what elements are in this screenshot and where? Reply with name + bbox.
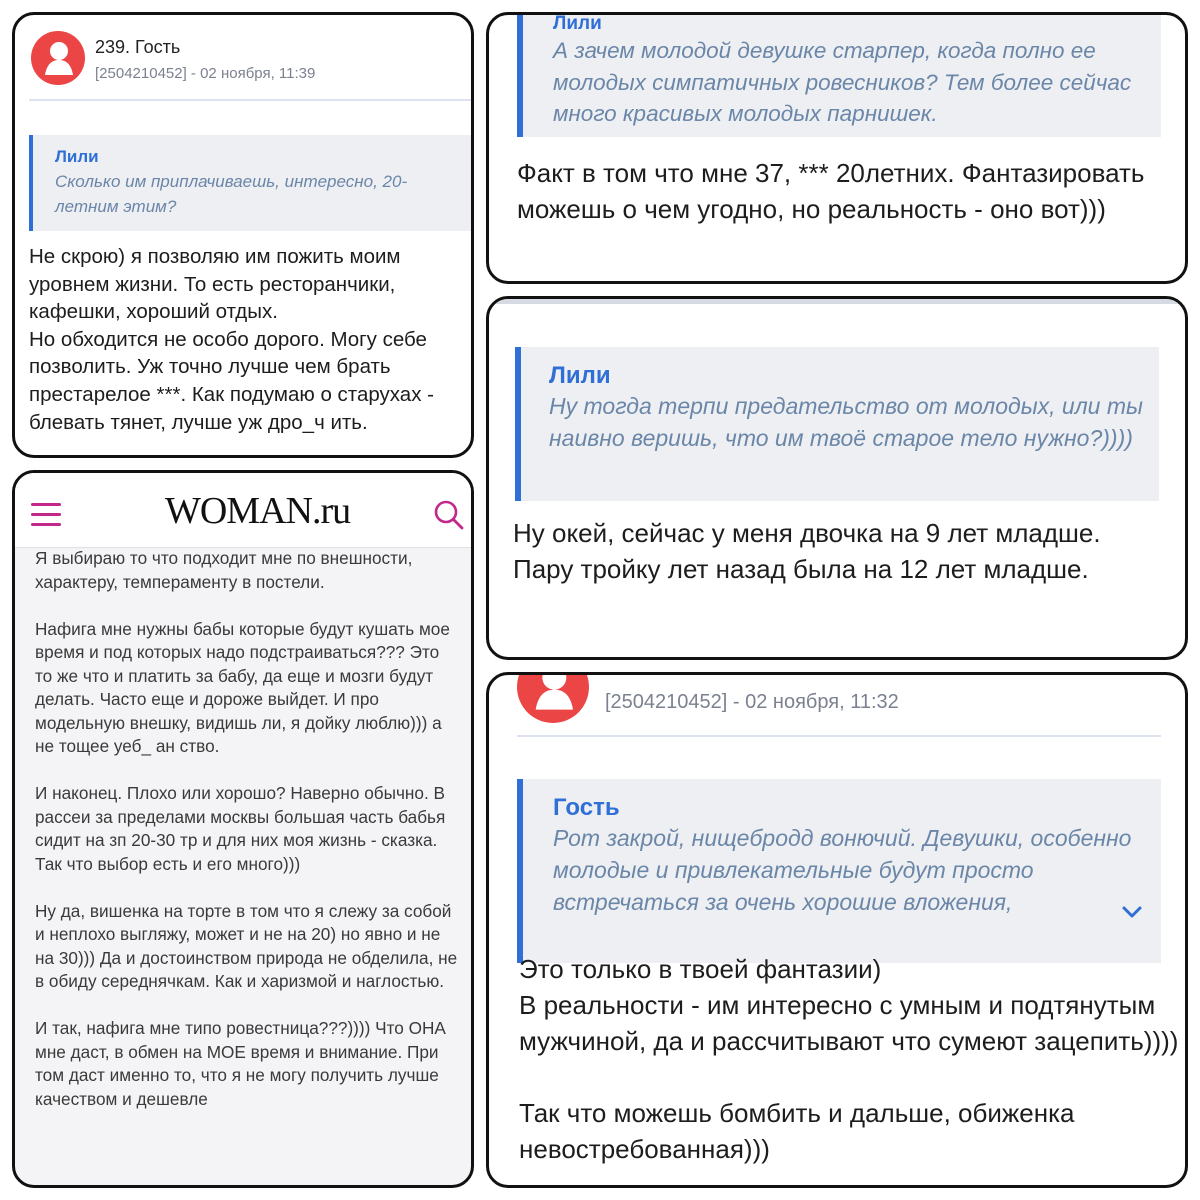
comment-card-239	[12, 12, 474, 458]
woman-ru-post	[12, 470, 474, 1188]
comment-username[interactable]: 239. Гость	[95, 37, 181, 57]
quote-text: Рот закрой, нищебродд вонючий. Девушки, особенно молодые и привлекательные будут просто встречаться за очень хорошие вложения,	[553, 825, 1132, 915]
hamburger-menu-icon[interactable]	[31, 503, 61, 525]
quoted-comment	[29, 135, 471, 231]
site-logo[interactable]: WOMAN.ru	[165, 490, 351, 532]
comment-text: Факт в том что мне 37, *** 20летних. Фантазировать можешь о чем угодно, но реальность - оно вот)))	[517, 158, 1145, 224]
comment-meta: [2504210452] - 02 ноября, 11:39	[95, 65, 316, 82]
divider	[29, 99, 471, 101]
site-header	[15, 473, 471, 548]
divider	[489, 299, 1185, 304]
quote-text: А зачем молодой девушке старпер, когда полно ее молодых симпатичных ровесников? Тем более сейчас много красивых молодых парнишек.	[553, 38, 1132, 126]
quote-author[interactable]: Лили	[55, 147, 99, 166]
quoted-comment	[515, 347, 1159, 501]
quote-author[interactable]: Лили	[549, 362, 611, 389]
quote-author[interactable]: Лили	[553, 13, 602, 34]
search-icon[interactable]	[433, 499, 465, 531]
comment-card-reply-3	[486, 672, 1188, 1188]
divider	[517, 735, 1161, 737]
user-avatar-icon[interactable]	[517, 672, 589, 723]
comment-card-reply-1	[486, 12, 1188, 284]
comment-meta: [2504210452] - 02 ноября, 11:32	[605, 691, 899, 713]
comment-text: Не скрою) я позволяю им пожить моим уровнем жизни. То есть ресторанчики, кафешки, хороший отдых. Но обходится не особо дорого. Могу себе позволить. Уж точно лучше чем брать престарелое ***. Как подумаю о старухах - блевать тянет, лучше уж дро_ч ить.	[29, 245, 434, 434]
quoted-comment	[517, 779, 1161, 963]
quote-author[interactable]: Гость	[553, 794, 620, 821]
quote-text: Сколько им приплачиваешь, интересно, 20-летним этим?	[55, 172, 408, 216]
quoted-comment	[517, 12, 1161, 137]
comment-text: Ну окей, сейчас у меня двочка на 9 лет младше. Пару тройку лет назад была на 12 лет младше.	[513, 518, 1101, 584]
quote-text: Ну тогда терпи предательство от молодых, или ты наивно веришь, что им твоё старое тело нужно?))))	[549, 393, 1143, 451]
user-avatar-icon[interactable]	[31, 31, 85, 85]
comment-card-reply-2	[486, 296, 1188, 660]
post-text: Я выбираю то что подходит мне по внешности, характеру, темпераменту в постели. Нафига мне нужны бабы которые будут кушать мое время и под которых надо подстраиваться??? Это то же что и платить за бабу, да еще и мозги будут делать. Часто еще и дороже выйдет. И про модельную внешку, видишь ли, я дойку люблю))) а не тощее уеб_ ан ство. И наконец. Плохо или хорошо? Наверно обычно. В рассеи за пределами москвы большая часть бабья сидит на зп 20-30 тр и для них моя жизнь - сказка. Так что выбор есть и его много))) Ну да, вишенка на торте в том что я слежу за собой и неплохо выгляжу, может и не на 20) но явно и не на 30))) Да и достоинством природа не обделила, не в обиду середнячкам. Как и харизмой и наглостью. И так, нафига мне типо ровестница???)))) Что ОНА мне даст, в обмен на МОЕ время и внимание. При том даст именно то, что я не могу получить лучше качеством и дешевле	[35, 548, 458, 1109]
chevron-down-icon[interactable]	[1121, 905, 1143, 919]
comment-text: Это только в твоей фантазии) В реальности - им интересно с умным и подтянутым мужчиной, да и рассчитывают что сумеют зацепить)))) Так что можешь бомбить и дальше, обиженка невостребованная)))	[519, 954, 1179, 1164]
